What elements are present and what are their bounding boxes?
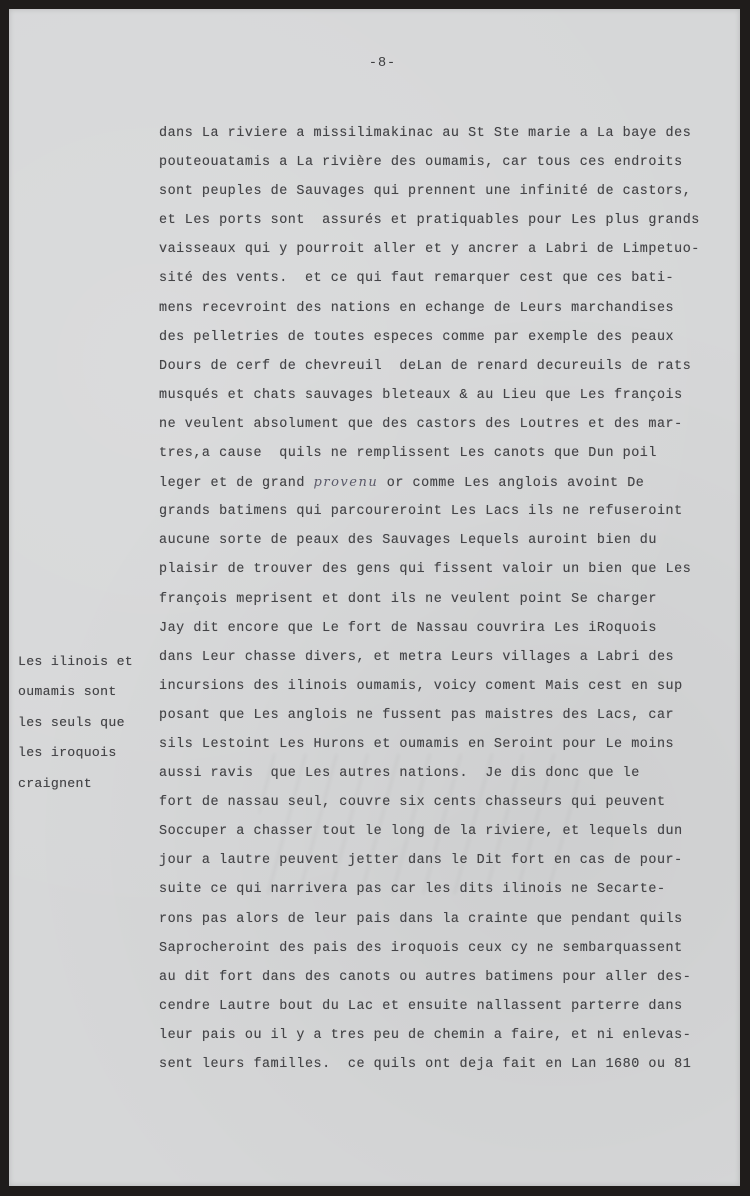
text-line: grands batimens qui parcoureroint Les Lacs ils ne refuseroint — [159, 504, 683, 520]
margin-note-line: Les ilinois et — [18, 654, 133, 669]
text-line: musqués et chats sauvages bleteaux & au Lieu que Les françois — [159, 387, 683, 403]
text-line: des pelletries de toutes especes comme par exemple des peaux — [159, 329, 675, 345]
text-line: pouteouatamis a La rivière des oumamis, car tous ces endroits — [159, 155, 683, 171]
text-line: dans Leur chasse divers, et metra Leurs villages a Labri des — [159, 649, 675, 665]
text-line: sils Lestoint Les Hurons et oumamis en Seroint pour Le moins — [159, 736, 675, 752]
text-line: jour a lautre peuvent jetter dans le Dit fort en cas de pour- — [159, 853, 683, 869]
typed-segment: or comme Les anglois avoint De — [386, 476, 645, 492]
typed-segment: leger et de grand — [159, 476, 314, 492]
text-line: leur pais ou il y a tres peu de chemin a faire, et ni enlevas- — [159, 1027, 692, 1043]
text-line: au dit fort dans des canots ou autres batimens pour aller des- — [159, 969, 692, 985]
margin-note-line: craignent — [18, 775, 92, 791]
text-line: Jay dit encore que Le fort de Nassau couvrira Les iRoquois — [159, 620, 657, 636]
text-line: fort de nassau seul, couvre six cents chasseurs qui peuvent — [159, 795, 666, 811]
text-line-with-handwriting — [159, 468, 744, 497]
text-line: sité des vents. et ce qui faut remarquer cest que ces bati- — [159, 271, 675, 287]
text-line: Soccuper a chasser tout le long de la riviere, et lequels dun — [159, 824, 683, 840]
text-line: dans La riviere a missilimakinac au St Ste marie a La baye des — [159, 126, 692, 141]
margin-note-line: les seuls que — [18, 714, 125, 730]
text-line: cendre Lautre bout du Lac et ensuite nallassent parterre dans — [159, 998, 683, 1014]
text-line: aussi ravis que Les autres nations. Je dis donc que le — [159, 766, 640, 782]
margin-note-line: les iroquois — [18, 745, 117, 761]
text-line: posant que Les anglois ne fussent pas maistres des Lacs, car — [159, 707, 675, 723]
text-line: ne veulent absolument que des castors des Loutres et des mar- — [159, 416, 683, 432]
text-line: françois meprisent et dont ils ne veulent point Se charger — [159, 591, 657, 607]
margin-note-line: oumamis sont — [18, 684, 117, 700]
text-line: aucune sorte de peaux des Sauvages Lequels auroint bien du — [159, 533, 657, 549]
text-line: suite ce qui narrivera pas car les dits ilinois ne Secarte- — [159, 882, 666, 898]
text-line: incursions des ilinois oumamis, voicy coment Mais cest en sup — [159, 678, 683, 694]
margin-note — [18, 647, 158, 799]
text-line: mens recevroint des nations en echange de Leurs marchandises — [159, 300, 675, 316]
handwritten-insertion: provenu — [313, 475, 379, 491]
text-line: Dours de cerf de chevreuil deLan de renard decureuils de rats — [159, 358, 692, 374]
text-line: sent leurs familles. ce quils ont deja fait en Lan 1680 ou 81 — [159, 1057, 692, 1072]
text-line: sont peuples de Sauvages qui prennent une infinité de castors, — [159, 184, 692, 200]
document-page — [9, 9, 740, 1186]
page-number: -8- — [368, 56, 397, 71]
text-line: Saprocheroint des pais des iroquois ceux cy ne sembarquassent — [159, 940, 683, 956]
text-line: rons pas alors de leur pais dans la crainte que pendant quils — [159, 911, 683, 927]
body-text — [159, 119, 744, 1079]
text-line: et Les ports sont assurés et pratiquables pour Les plus grands — [159, 213, 700, 229]
text-line: plaisir de trouver des gens qui fissent valoir un bien que Les — [159, 562, 692, 578]
text-line: vaisseaux qui y pourroit aller et y ancrer a Labri de Limpetuo- — [159, 242, 700, 258]
text-line: tres,a cause quils ne remplissent Les canots que Dun poil — [159, 446, 657, 462]
